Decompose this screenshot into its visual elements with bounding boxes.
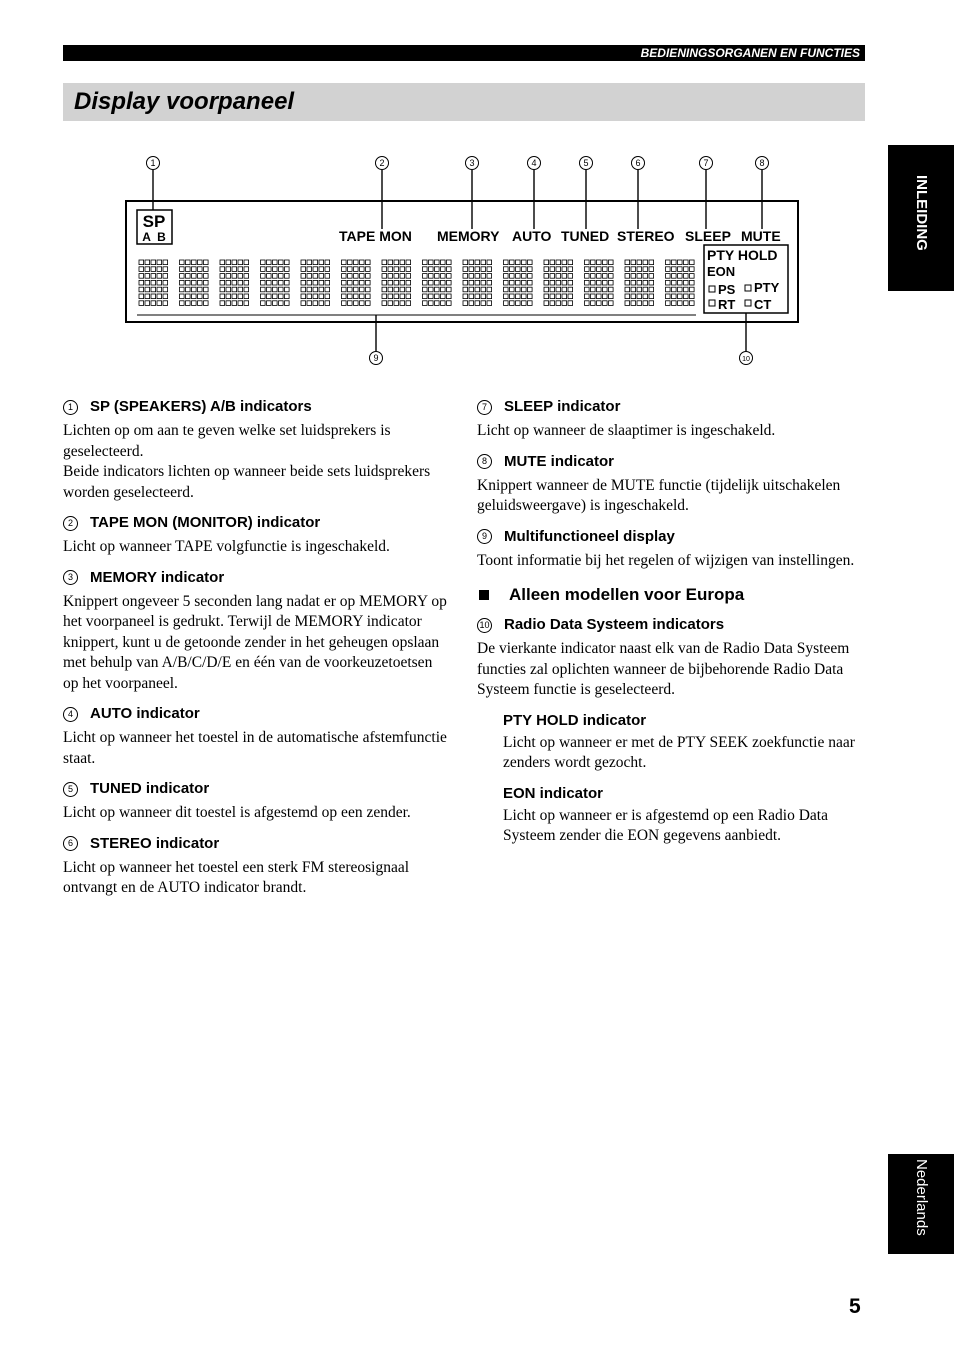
- column-left: [63, 397, 451, 909]
- column-right: [477, 397, 865, 857]
- item-text: De vierkante indicator naast elk van de Radio Data Systeem functies zal oplichten wanneer de bijbehorende Radio Data Systeem functie is geselecteerd.: [477, 640, 850, 698]
- callout-number: 6: [635, 158, 641, 168]
- callout-number: 9: [373, 353, 379, 363]
- rt-label: RT: [718, 297, 736, 312]
- dot-matrix-cell: [544, 260, 573, 305]
- item-text: Licht op wanneer het toestel een sterk FM stereosignaal ontvangt en de AUTO indicator brandt.: [63, 858, 410, 896]
- item-heading: 2 TAPE MON (MONITOR) indicator: [63, 513, 451, 533]
- callout-number: 2: [379, 158, 385, 168]
- item-heading: 8 MUTE indicator: [477, 452, 865, 472]
- display-frame: [126, 201, 798, 322]
- rt-square-icon: [709, 300, 715, 306]
- sp-label: SP: [142, 212, 166, 231]
- pty-hold-label: PTY HOLD: [707, 247, 778, 263]
- item: [63, 704, 451, 769]
- mute-label: MUTE: [741, 228, 781, 244]
- black-square-icon: [479, 590, 489, 600]
- dot-matrix-cell: [261, 260, 290, 305]
- ct-label: CT: [754, 297, 772, 312]
- item-text: Knippert ongeveer 5 seconden lang nadat er op MEMORY op het voorpaneel is gedrukt. Terwijl de MEMORY indicator knippert, kunt u de getoonde zender in het geheugen opslaan met behulp van A/B/C/D/E en één van de voorkeuzetoetsen op het voorpaneel.: [63, 592, 447, 692]
- dot-matrix-cell: [585, 260, 614, 305]
- item: [477, 527, 865, 572]
- callout-number: 3: [469, 158, 475, 168]
- callout-number: 7: [477, 400, 492, 415]
- item-text: Licht op wanneer de slaaptimer is ingeschakeld.: [477, 422, 776, 439]
- multifunction-dot-matrix: [139, 260, 694, 305]
- item-text: Licht op wanneer TAPE volgfunctie is ingeschakeld.: [63, 538, 390, 555]
- sub-heading: PTY HOLD indicator: [503, 711, 647, 729]
- dot-matrix-cell: [423, 260, 452, 305]
- item: [63, 513, 451, 558]
- callout-number: 8: [759, 158, 765, 168]
- callout-number: 5: [63, 782, 78, 797]
- callout-number: 8: [477, 454, 492, 469]
- item: [63, 834, 451, 899]
- callout-number: 1: [150, 158, 156, 168]
- section-header: BEDIENINGSORGANEN EN FUNCTIES: [63, 45, 865, 61]
- dot-matrix-cell: [139, 260, 168, 305]
- sub-heading: EON indicator: [503, 784, 604, 802]
- item-heading: 7 SLEEP indicator: [477, 397, 865, 417]
- item-text: Licht op wanneer dit toestel is afgestemd op een zender.: [63, 804, 411, 821]
- callout-number: 6: [63, 836, 78, 851]
- item: [63, 568, 451, 695]
- sub-text: Licht op wanneer er is afgestemd op een Radio Data Systeem zender die EON gegevens aanbiedt.: [503, 806, 828, 844]
- callout-number: 4: [531, 158, 537, 168]
- item-heading: 5 TUNED indicator: [63, 779, 451, 799]
- item-heading: 3 MEMORY indicator: [63, 568, 451, 588]
- rds-indicators-item: [477, 615, 865, 701]
- callout-number: 10: [477, 618, 492, 633]
- callout-number: 2: [63, 516, 78, 531]
- dot-matrix-cell: [301, 260, 330, 305]
- callout-number: 4: [63, 707, 78, 722]
- callout-number: 3: [63, 570, 78, 585]
- callout-number: 7: [703, 158, 709, 168]
- eon-item: [477, 784, 865, 847]
- dot-matrix-cell: [666, 260, 695, 305]
- item: [477, 397, 865, 442]
- pty-label: PTY: [754, 280, 780, 295]
- sub-text: Licht op wanneer er met de PTY SEEK zoekfunctie naar zenders wordt gezocht.: [503, 733, 855, 771]
- ab-label: A B: [142, 230, 166, 244]
- sleep-label: SLEEP: [685, 228, 731, 244]
- item-heading: 4 AUTO indicator: [63, 704, 451, 724]
- dot-matrix-cell: [504, 260, 533, 305]
- ps-square-icon: [709, 286, 715, 292]
- item-text: Beide indicators lichten op wanneer beide sets luidsprekers worden geselecteerd.: [63, 463, 431, 501]
- eon-label: EON: [707, 264, 736, 279]
- callout-number: 9: [477, 529, 492, 544]
- item-heading: 6 STEREO indicator: [63, 834, 451, 854]
- item-text: Knippert wanneer de MUTE functie (tijdelijk uitschakelen geluidsweergave) is ingeschakeld.: [477, 476, 841, 514]
- page-title: Display voorpaneel: [63, 83, 865, 121]
- item: [477, 452, 865, 517]
- pty-square-icon: [745, 285, 751, 291]
- tuned-label: TUNED: [561, 228, 610, 244]
- front-panel-display-diagram: [0, 0, 954, 380]
- item: [63, 397, 451, 503]
- item-text: Toont informatie bij het regelen of wijzigen van instellingen.: [477, 551, 855, 569]
- item-heading: 9 Multifunctioneel display: [477, 527, 865, 547]
- dot-matrix-cell: [463, 260, 492, 305]
- stereo-label: STEREO: [617, 228, 675, 244]
- dot-matrix-cell: [342, 260, 371, 305]
- dot-matrix-cell: [625, 260, 654, 305]
- item-heading: 1 SP (SPEAKERS) A/B indicators: [63, 397, 451, 417]
- callout-number: 10: [742, 356, 750, 363]
- europe-section-heading: Alleen modellen voor Europa: [477, 585, 865, 605]
- item-text: Lichten op om aan te geven welke set luidsprekers is geselecteerd.: [63, 422, 391, 460]
- page-number: 5: [849, 1295, 861, 1318]
- callout-number: 1: [63, 400, 78, 415]
- ct-square-icon: [745, 300, 751, 306]
- pty-hold-item: [477, 711, 865, 774]
- tape-mon-label: TAPE MON: [339, 228, 412, 244]
- callout-markers: [147, 157, 772, 365]
- ps-label: PS: [718, 282, 736, 297]
- sidetab-nederlands: Nederlands: [888, 1154, 954, 1254]
- dot-matrix-cell: [180, 260, 209, 305]
- callout-number: 5: [583, 158, 589, 168]
- item-heading: 10 Radio Data Systeem indicators: [477, 615, 865, 635]
- sidetab-inleiding: INLEIDING: [888, 145, 954, 291]
- dot-matrix-cell: [220, 260, 249, 305]
- item: [63, 779, 451, 824]
- dot-matrix-cell: [382, 260, 411, 305]
- auto-label: AUTO: [512, 228, 552, 244]
- item-text: Licht op wanneer het toestel in de automatische afstemfunctie staat.: [63, 729, 447, 767]
- memory-label: MEMORY: [437, 228, 500, 244]
